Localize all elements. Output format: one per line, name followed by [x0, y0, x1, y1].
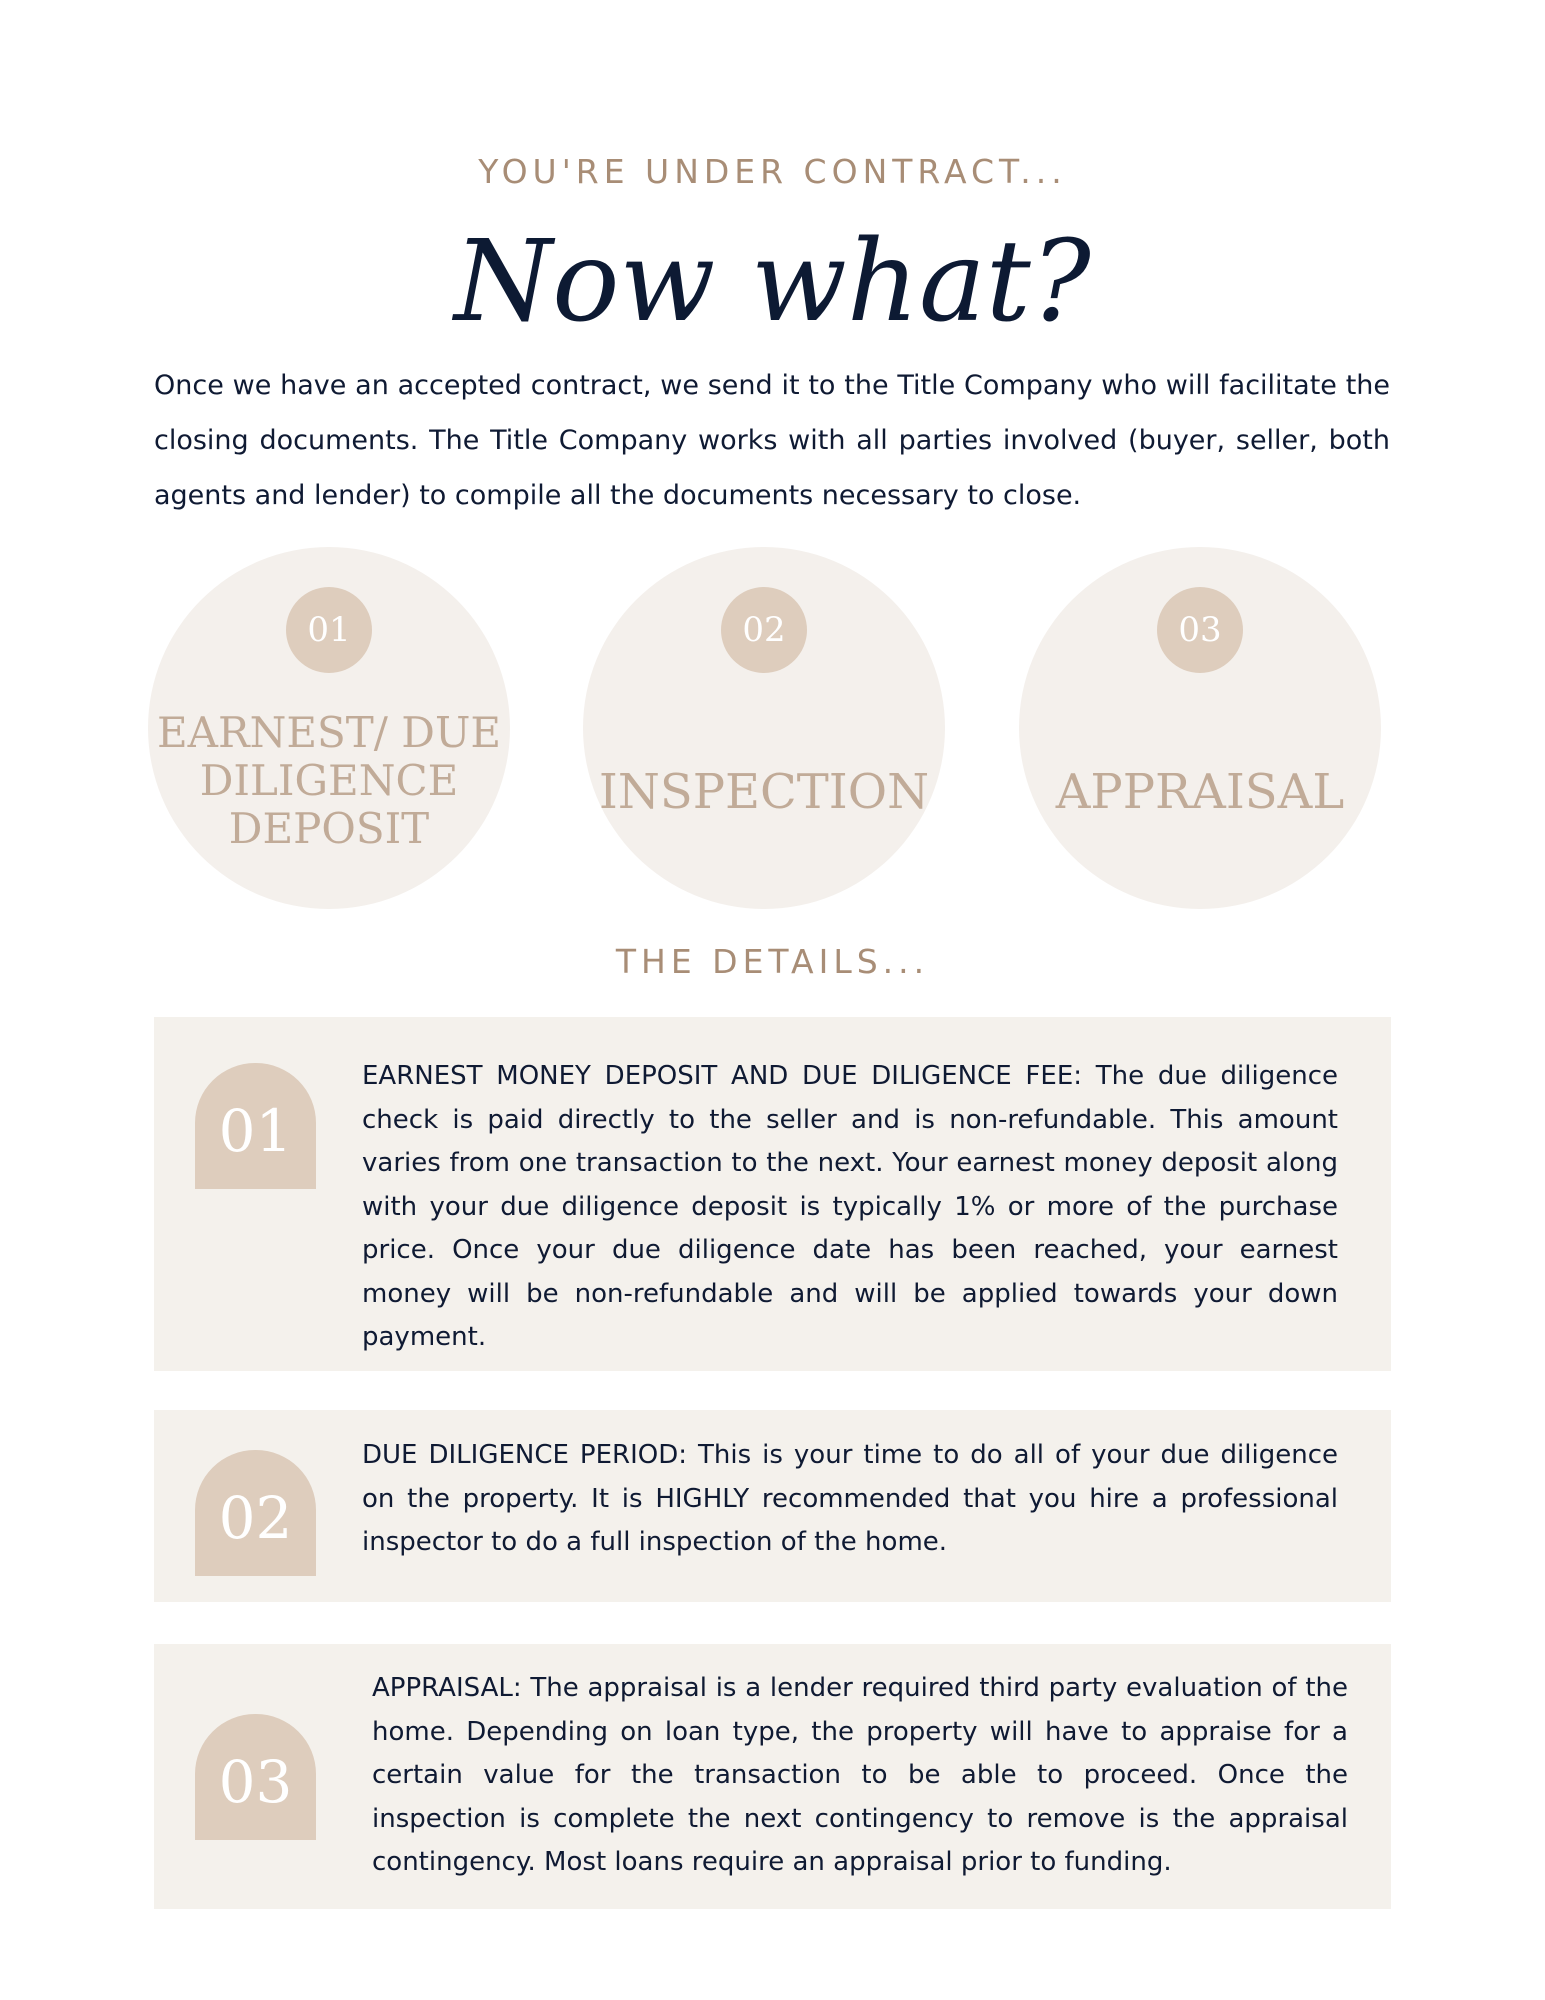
- step-number-badge: 02: [721, 587, 807, 673]
- step-label: INSPECTION: [598, 764, 930, 820]
- detail-number-badge: 03: [195, 1714, 316, 1840]
- step-label: APPRAISAL: [1055, 764, 1345, 820]
- eyebrow-heading: YOU'RE UNDER CONTRACT...: [478, 152, 1067, 191]
- step-circle-appraisal: [1019, 547, 1381, 909]
- intro-paragraph: Once we have an accepted contract, we send it to the Title Company who will facilitate the closing documents. The Title Company works with all parties involved (buyer, seller, both agents and lender) to compile all the documents necessary to close.: [154, 370, 1390, 511]
- detail-panel-appraisal: [154, 1644, 1391, 1909]
- detail-number-badge: 02: [195, 1450, 316, 1576]
- details-heading: THE DETAILS...: [615, 942, 930, 981]
- step-label: EARNEST/ DUE DILIGENCE DEPOSIT: [156, 708, 502, 853]
- step-number-badge: 03: [1157, 587, 1243, 673]
- detail-panel-earnest: [154, 1017, 1391, 1371]
- detail-number-badge: 01: [195, 1063, 316, 1189]
- detail-text: DUE DILIGENCE PERIOD: This is your time to do all of your due diligence on the property. It is HIGHLY recommended that you hire a professional inspector to do a full inspection of the home.: [362, 1440, 1338, 1557]
- step-number-badge: 01: [286, 587, 372, 673]
- step-circle-inspection: [583, 547, 945, 909]
- detail-panel-due-diligence: [154, 1410, 1391, 1602]
- detail-text: EARNEST MONEY DEPOSIT AND DUE DILIGENCE FEE: The due diligence check is paid directly to the seller and is non-refundable. This amount varies from one transaction to the next. Your earnest money deposit along with your due diligence deposit is typically 1% or more of the purchase price. Once your due diligence date has been reached, your earnest money will be non-refundable and will be applied towards your down payment.: [362, 1061, 1338, 1352]
- step-circle-earnest: [148, 547, 510, 909]
- detail-text: APPRAISAL: The appraisal is a lender required third party evaluation of the home. Depending on loan type, the property will have to appraise for a certain value for the transaction to be able to proceed. Once the inspection is complete the next contingency to remove is the appraisal contingency. Most loans require an appraisal prior to funding.: [372, 1673, 1348, 1877]
- page-title: Now what?: [454, 217, 1091, 347]
